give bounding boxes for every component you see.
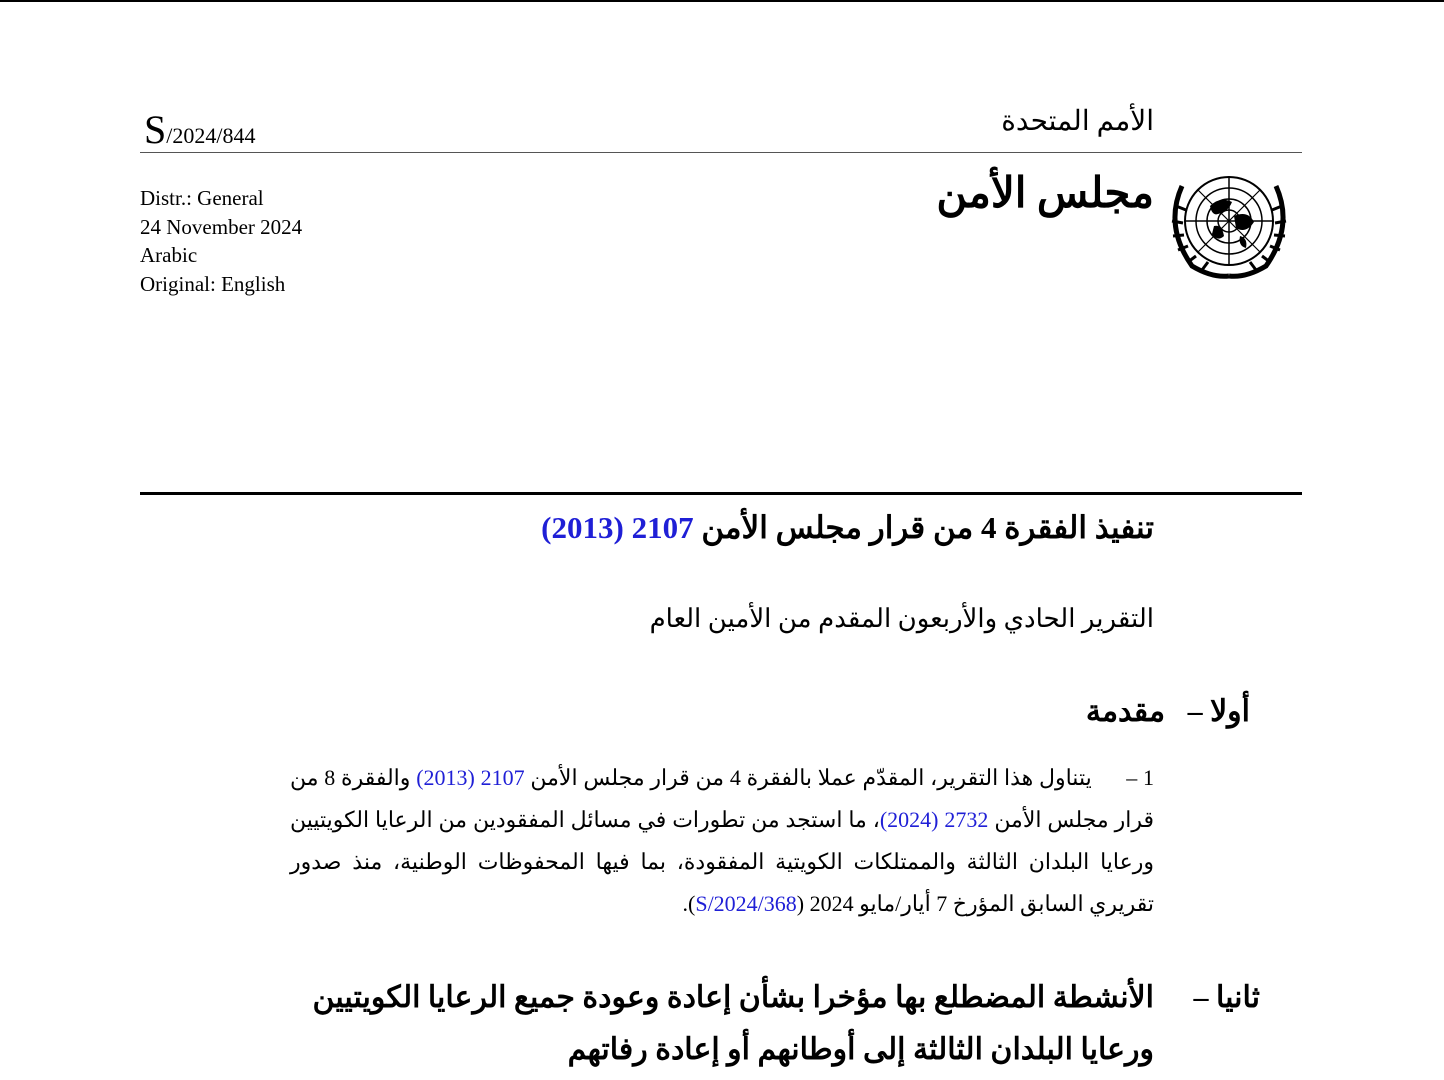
resolution-2732-link[interactable]: 2732 (2024) [879, 807, 989, 832]
top-border [0, 0, 1444, 2]
document-symbol: S/2024/844 [144, 107, 256, 152]
organization-name: الأمم المتحدة [1001, 106, 1154, 137]
section-2-number: ثانيا – [1193, 981, 1260, 1014]
section-1-title: مقدمة [1085, 695, 1166, 728]
document-title: تنفيذ الفقرة 4 من قرار مجلس الأمن 2107 (2013) [541, 510, 1154, 545]
title-rule [140, 492, 1302, 495]
section-1-number: أولا – [1187, 695, 1250, 728]
language: Arabic [140, 243, 198, 267]
report-s-2024-368-link[interactable]: S/2024/368 [695, 891, 797, 916]
original-language: Original: English [140, 271, 286, 296]
resolution-2107-link[interactable]: 2107 (2013) [416, 765, 525, 790]
paragraph-1-number: 1 – [1126, 765, 1155, 790]
section-2-title: الأنشطة المضطلع بها مؤخرا بشأن إعادة وعودة جميع الرعايا الكويتيين ورعايا البلدان الثالثة إلى أوطانهم أو إعادة رفاتهم [312, 981, 1154, 1066]
header-rule [140, 152, 1302, 153]
distribution: Distr.: General [140, 186, 264, 210]
distribution-block [140, 184, 302, 298]
paragraph-1: 1 – يتناول هذا التقرير، المقدّم عملا بالفقرة 4 من قرار مجلس الأمن 2107 (2013) والفقرة 8 من قرار مجلس الأمن 2732 (2024)، ما استجد من تطورات في مسائل المفقودين من الرعايا الكويتيين ورعايا البلدان الثالثة والممتلكات الكويتية المفقودة، بما فيها المحفوظات الوطنية، منذ صدور تقريري السابق المؤرخ 7 أيار/مايو 2024 (S/2024/368). [290, 765, 1155, 916]
resolution-link[interactable]: 2107 (2013) [541, 510, 694, 545]
un-emblem-icon [1162, 166, 1296, 280]
section-2-heading [290, 972, 1260, 1066]
council-name: مجلس الأمن [936, 171, 1154, 217]
issue-date: 24 November 2024 [140, 214, 303, 239]
section-1-heading [1086, 694, 1250, 729]
document-subtitle: التقرير الحادي والأربعون المقدم من الأمين العام [649, 604, 1154, 633]
